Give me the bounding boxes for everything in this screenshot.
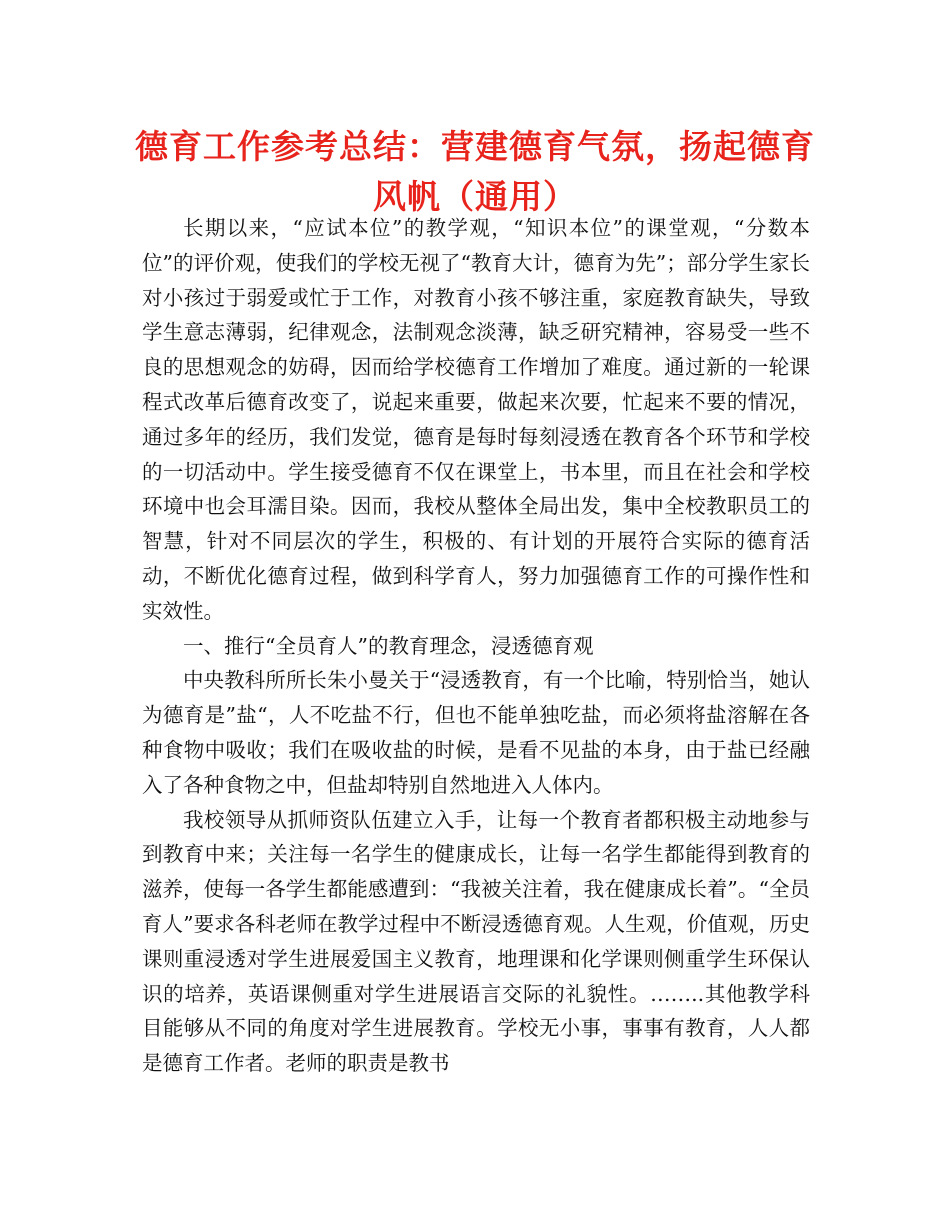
paragraph-all-staff: 我校领导从抓师资队伍建立入手，让每一个教育者都积极主动地参与到教育中来；关注每一名学生的健康成长，让每一名学生都能得到教育的滋养，使每一各学生都能感遭到：“我被关注着，我在健康成长着”。“全员育人”要求各科老师在教学过程中不断浸透德育观。人生观，价值观，历史课则重浸透对学生进展爱国主义教育，地理课和化学课则侧重学生环保认识的培养，英语课侧重对学生进展语言交际的礼貌性。……..其他教学科目能够从不同的角度对学生进展教育。学校无小事，事事有教育，人人都是德育工作者。老师的职责是教书 — [142, 807, 810, 1076]
paragraph-salt-metaphor: 中央教科所所长朱小曼关于“浸透教育，有一个比喻，特别恰当，她认为德育是”盐“，人不吃盐不行，但也不能单独吃盐，而必须将盐溶解在各种食物中吸收；我们在吸收盐的时候，是看不见盐的本身，由于盐已经融入了各种食物之中，但盐却特别自然地进入人体内。 — [142, 668, 810, 797]
section-heading-1: 一、推行“全员育人”的教育理念，浸透德育观 — [183, 633, 594, 658]
document-body — [142, 211, 810, 1081]
document-title: 德育工作参考总结：营建德育气氛，扬起德育风帆（通用） — [135, 127, 815, 216]
paragraph-intro: 长期以来，“应试本位”的教学观，“知识本位”的课堂观，“分数本位”的评价观，使我们的学校无视了“教育大计，德育为先”；部分学生家长对小孩过于弱爱或忙于工作，对教育小孩不够注重，家庭教育缺失，导致学生意志薄弱，纪律观念，法制观念淡薄，缺乏研究精神，容易受一些不良的思想观念的妨碍，因而给学校德育工作增加了难度。通过新的一轮课程式改革后德育改变了，说起来重要，做起来次要，忙起来不要的情况，通过多年的经历，我们发觉，德育是每时每刻浸透在教育各个环节和学校的一切活动中。学生接受德育不仅在课堂上，书本里，而且在社会和学校环境中也会耳濡目染。因而，我校从整体全局出发，集中全校教职员工的智慧，针对不同层次的学生，积极的、有计划的开展符合实际的德育活动，不断优化德育过程，做到科学育人，努力加强德育工作的可操作性和实效性。 — [142, 216, 810, 623]
